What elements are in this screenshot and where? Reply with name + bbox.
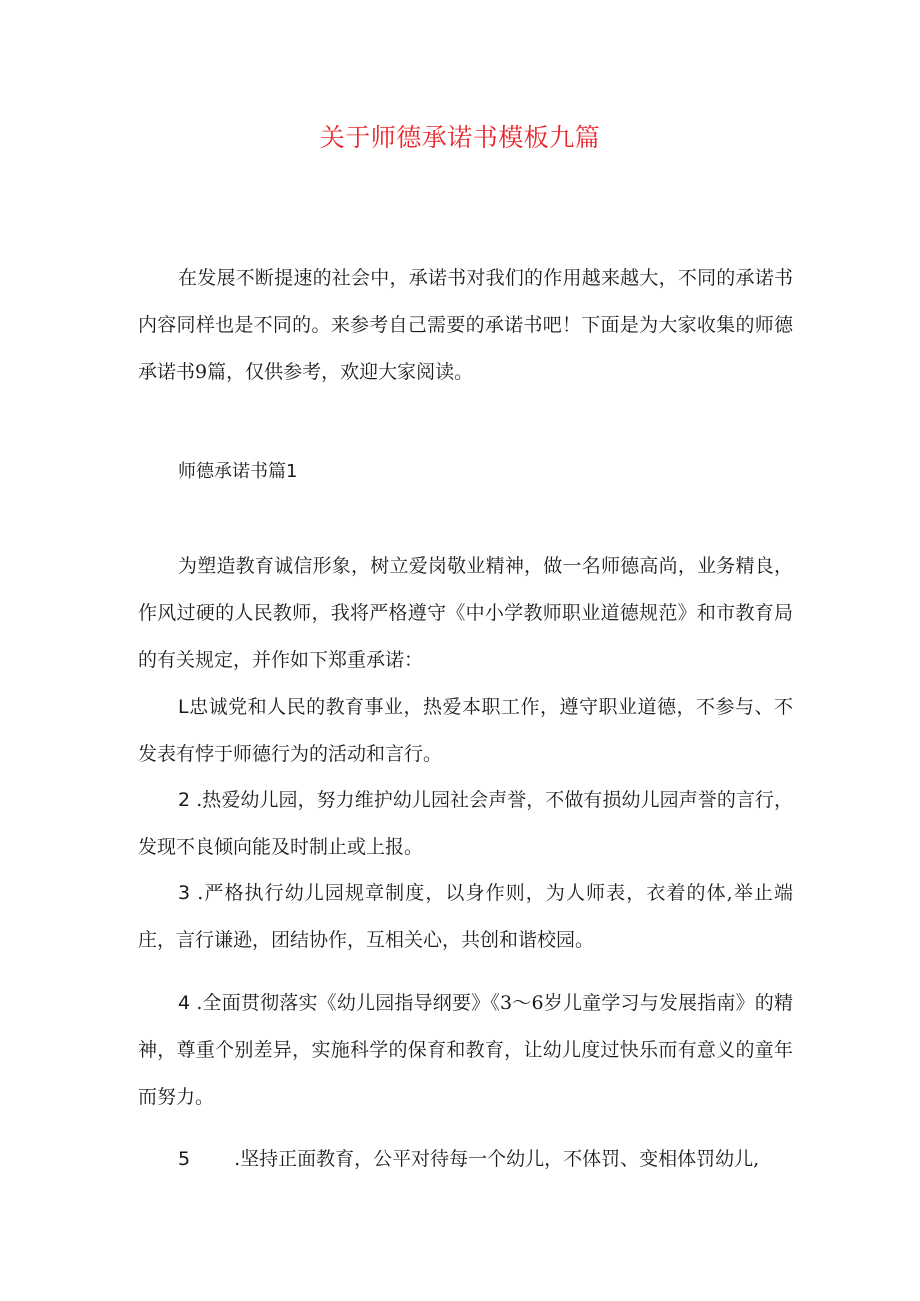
commitment-item-4 [138, 980, 793, 1121]
item-number: 5 [178, 1148, 191, 1170]
commitment-item-2 [138, 777, 793, 871]
intro-paragraph: 在发展不断提速的社会中，承诺书对我们的作用越来越大，不同的承诺书内容同样也是不同的。来参考自己需要的承诺书吧！下面是为大家收集的师德承诺书9篇，仅供参考，欢迎大家阅读。 [138, 267, 793, 383]
item-text: .全面贯彻落实《幼儿园指导纲要》《3〜6岁儿童学习与发展指南》的精神，尊重个别差异，实施科学的保育和教育，让幼儿度过快乐而有意义的童年而努力。 [138, 992, 793, 1108]
item-text: .热爱幼儿园，努力维护幼儿园社会声誉，不做有损幼儿园声誉的言行，发现不良倾向能及时制止或上报。 [138, 789, 793, 858]
item-number: L [178, 696, 189, 718]
document-title: 关于师德承诺书模板九篇 [319, 123, 601, 152]
item-number: 2 [178, 789, 191, 811]
item-number: 4 [178, 992, 191, 1014]
commitment-item-3 [138, 870, 793, 964]
commitment-item-1 [138, 684, 793, 778]
item-text: .严格执行幼儿园规章制度，以身作则，为人师表，衣着的体,举止端庄，言行谦逊，团结协作，互相关心，共创和谐校园。 [138, 882, 793, 951]
section-heading: 师德承诺书篇1 [178, 461, 298, 482]
item-number: 3 [178, 882, 191, 904]
commitment-item-5 [138, 1136, 793, 1183]
section-intro-paragraph: 为塑造教育诚信形象，树立爱岗敬业精神，做一名师德高尚，业务精良，作风过硬的人民教师，我将严格遵守《中小学教师职业道德规范》和市教育局的有关规定，并作如下郑重承诺： [138, 555, 793, 671]
item-text: .坚持正面教育，公平对待每一个幼儿，不体罚、变相体罚幼儿, [234, 1148, 760, 1170]
item-text: 忠诚党和人民的教育事业，热爱本职工作，遵守职业道德，不参与、不发表有悖于师德行为的活动和言行。 [138, 696, 793, 765]
